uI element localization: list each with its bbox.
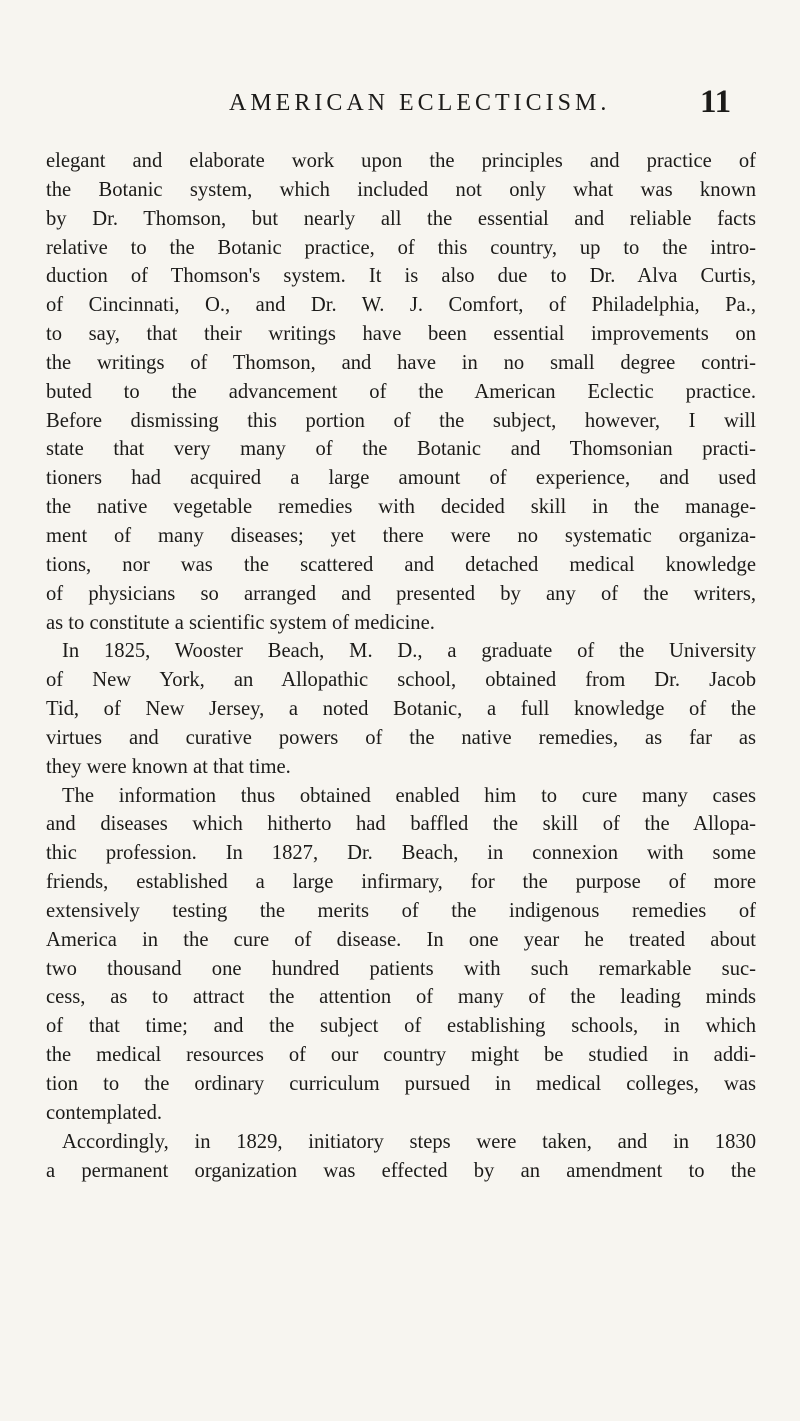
text-line: of physicians so arranged and presented by any of the writers,: [46, 582, 756, 605]
text-line: elegant and elaborate work upon the principles and practice of: [46, 150, 756, 172]
text-line: they were known at that time.: [46, 755, 291, 778]
text-line: the writings of Thomson, and have in no small degree contri-: [46, 351, 756, 374]
text-line: ment of many diseases; yet there were no systematic organiza-: [46, 524, 756, 547]
text-line: Tid, of New Jersey, a noted Botanic, a full knowledge of the: [46, 698, 756, 721]
text-line: tion to the ordinary curriculum pursued in medical colleges, was: [46, 1073, 756, 1095]
text-line: and diseases which hitherto had baffled the skill of the Allopa-: [46, 813, 756, 836]
text-line: virtues and curative powers of the native remedies, as far as: [46, 726, 756, 749]
text-line: tioners had acquired a large amount of experience, and used: [46, 467, 756, 490]
text-line: contemplated.: [46, 1101, 163, 1124]
text-line: the Botanic system, which included not only what was known: [46, 178, 756, 201]
text-line: relative to the Botanic practice, of this country, up to the intro-: [46, 236, 756, 259]
text-line: the native vegetable remedies with decided skill in the manage-: [46, 496, 756, 519]
text-line: to say, that their writings have been essential improvements on: [46, 323, 756, 346]
text-line: of that time; and the subject of establishing schools, in which: [46, 1015, 756, 1038]
body-text: [46, 147, 756, 1185]
text-line: of New York, an Allopathic school, obtained from Dr. Jacob: [46, 669, 756, 692]
text-line: a permanent organization was effected by an amendment to the: [46, 1159, 756, 1182]
page-number: 11: [700, 84, 732, 120]
text-line: friends, established a large infirmary, for the purpose of more: [46, 871, 756, 894]
text-line: In 1825, Wooster Beach, M. D., a graduate of the University: [62, 640, 756, 663]
text-line: buted to the advancement of the American Eclectic practice.: [46, 380, 756, 403]
text-line: as to constitute a scientific system of medicine.: [46, 611, 435, 634]
text-line: two thousand one hundred patients with such remarkable suc-: [46, 957, 756, 980]
text-line: the medical resources of our country might be studied in addi-: [46, 1044, 756, 1067]
text-line: duction of Thomson's system. It is also due to Dr. Alva Curtis,: [46, 265, 756, 288]
running-title: AMERICAN ECLECTICISM.: [229, 90, 611, 116]
text-line: of Cincinnati, O., and Dr. W. J. Comfort, of Philadelphia, Pa.,: [46, 294, 756, 317]
text-line: extensively testing the merits of the indigenous remedies of: [46, 899, 756, 922]
running-header: [0, 84, 800, 124]
text-line: thic profession. In 1827, Dr. Beach, in connexion with some: [46, 842, 756, 865]
text-line: state that very many of the Botanic and Thomsonian practi-: [46, 438, 756, 461]
text-line: by Dr. Thomson, but nearly all the essential and reliable facts: [46, 207, 756, 230]
text-line: Accordingly, in 1829, initiatory steps were taken, and in 1830: [62, 1130, 756, 1153]
text-line: cess, as to attract the attention of many of the leading minds: [46, 986, 756, 1009]
text-line: Before dismissing this portion of the subject, however, I will: [46, 409, 756, 432]
text-line: The information thus obtained enabled him to cure many cases: [62, 784, 756, 807]
text-line: tions, nor was the scattered and detached medical knowledge: [46, 553, 756, 576]
text-line: America in the cure of disease. In one year he treated about: [46, 928, 756, 951]
